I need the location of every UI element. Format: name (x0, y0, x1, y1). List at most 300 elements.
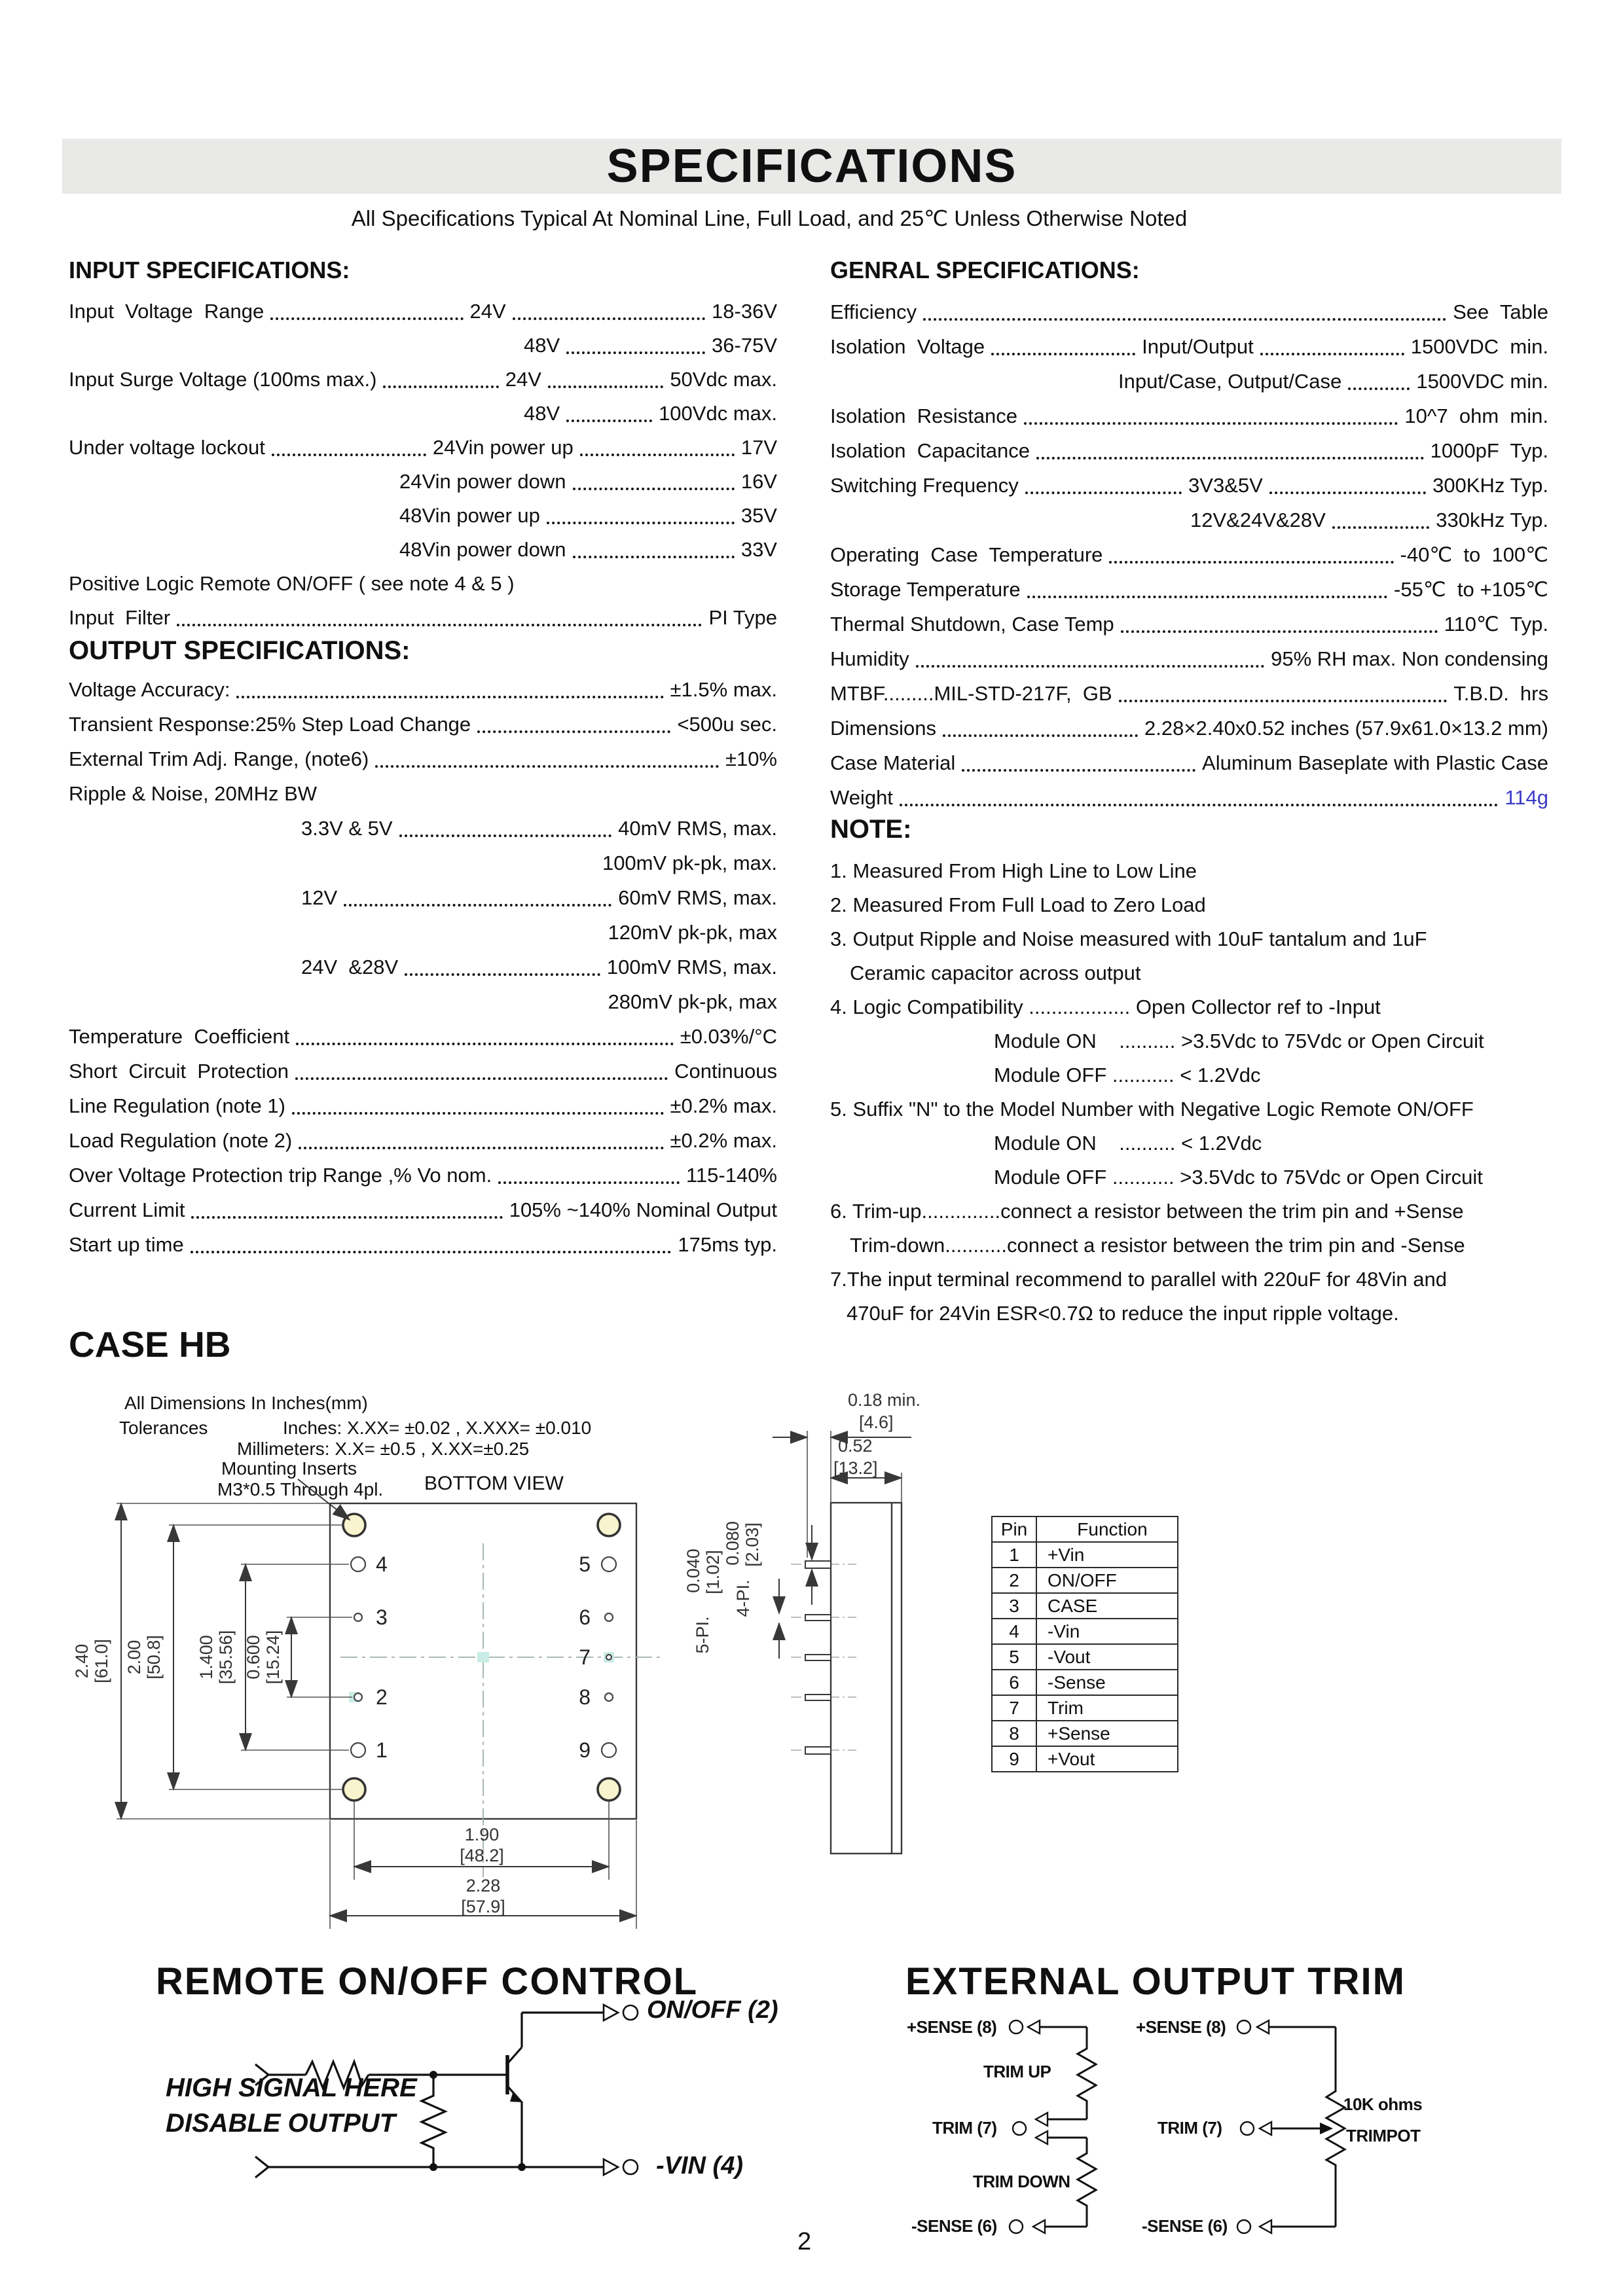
svg-text:[48.2]: [48.2] (460, 1846, 504, 1865)
spec-line (69, 1193, 777, 1227)
spec-text: ±0.2% max. (670, 1129, 777, 1152)
spec-line (69, 1019, 777, 1054)
dotted-leader (296, 1043, 674, 1045)
svg-text:[15.24]: [15.24] (263, 1630, 283, 1685)
dotted-leader (295, 1077, 668, 1080)
svg-text:0.040: 0.040 (684, 1549, 703, 1593)
trim-arrow-lower (1036, 2131, 1048, 2144)
spec-text: ±0.03%/°C (680, 1025, 777, 1048)
spec-text: ±10% (725, 747, 777, 770)
svg-text:5-PI.: 5-PI. (693, 1616, 712, 1654)
mounting-thread-label: M3*0.5 Through 4pl. (217, 1479, 384, 1499)
spec-line (830, 711, 1548, 745)
spec-line (830, 1092, 1550, 1126)
wiper-arrowhead (1320, 2123, 1333, 2134)
svg-text:1.90: 1.90 (464, 1825, 500, 1844)
nsense-pin-circle (1237, 2220, 1250, 2233)
spec-text: Dimensions (830, 717, 936, 740)
general-specs-heading: GENRAL SPECIFICATIONS: (830, 257, 1140, 283)
title-banner (62, 139, 1561, 194)
trim-title: EXTERNAL OUTPUT TRIM (905, 1960, 1406, 2003)
spec-text: Isolation Capacitance (830, 439, 1030, 462)
trim-down-resistor (1078, 2138, 1096, 2227)
pin-table-row (992, 1721, 1178, 1746)
spec-line (69, 950, 777, 984)
svg-text:[4.6]: [4.6] (859, 1412, 894, 1432)
psense-pin-circle (1010, 2020, 1023, 2034)
spec-text: -55℃ to +105℃ (1394, 578, 1548, 601)
spec-text: Efficiency (830, 300, 917, 323)
dotted-leader (943, 734, 1138, 737)
dotted-leader (962, 769, 1195, 772)
dotted-leader (1024, 422, 1398, 425)
spec-line (830, 503, 1548, 537)
trim-down-label: TRIM DOWN (973, 2172, 1070, 2191)
spec-line (830, 572, 1548, 607)
spec-text: 33V (740, 538, 777, 561)
psense-arrow-icon (1028, 2020, 1040, 2034)
pin-number-cell: 9 (992, 1746, 1036, 1772)
svg-text:[2.03]: [2.03] (742, 1522, 762, 1567)
onoff-arrow-icon (604, 2005, 618, 2020)
svg-text:4: 4 (376, 1552, 388, 1576)
spec-line (69, 1227, 777, 1262)
svg-text:7: 7 (579, 1645, 591, 1669)
spec-line (830, 1229, 1550, 1263)
spec-line (830, 780, 1548, 815)
pin-number-cell: 4 (992, 1619, 1036, 1644)
input-specs-heading: INPUT SPECIFICATIONS: (69, 257, 350, 283)
spec-text: PI Type (708, 606, 777, 629)
dotted-leader (1121, 630, 1438, 633)
spec-line (830, 1126, 1550, 1160)
svg-text:2: 2 (376, 1685, 388, 1709)
pin-number-cell: 3 (992, 1593, 1036, 1619)
spec-text: Input Voltage Range (69, 300, 264, 323)
vin-arrow-icon (604, 2159, 618, 2175)
svg-text:9: 9 (579, 1738, 591, 1762)
spec-line (69, 363, 777, 397)
spec-text: 48V (524, 334, 560, 357)
nsense-arrow-icon (1260, 2220, 1271, 2233)
spec-text: 24V (505, 368, 541, 391)
spec-text: 330kHz Typ. (1436, 509, 1548, 531)
spec-line (69, 984, 777, 1019)
spec-text: 1500VDC min. (1416, 370, 1548, 393)
trim-left-trim-label: TRIM (7) (932, 2118, 997, 2138)
dotted-leader (566, 420, 652, 422)
onoff-pin-circle (623, 2005, 638, 2020)
dotted-leader (177, 624, 702, 626)
spec-text: 470uF for 24Vin ESR<0.7Ω to reduce the input ripple voltage. (847, 1302, 1399, 1325)
spec-text: Current Limit (69, 1198, 185, 1221)
trim-up-label: TRIM UP (983, 2062, 1051, 2081)
spec-line (830, 1024, 1550, 1058)
general-specs-list (830, 295, 1548, 815)
output-specs-list (69, 672, 777, 1262)
spec-line (69, 533, 777, 567)
spec-line (69, 499, 777, 533)
spec-line (830, 607, 1548, 641)
vin-terminal-label: -VIN (4) (656, 2152, 743, 2179)
pin-function-cell: Function (1036, 1516, 1178, 1542)
spec-text: 7.The input terminal recommend to parallel with 220uF for 48Vin and (830, 1268, 1448, 1291)
case-profile (831, 1503, 902, 1854)
spec-text: 100mV RMS, max. (606, 956, 777, 978)
spec-text: 4. Logic Compatibility .................. Open Collector ref to -Input (830, 996, 1381, 1018)
spec-text: 1000pF Typ. (1430, 439, 1548, 462)
spec-line (830, 468, 1548, 503)
trimpot-label: TRIMPOT (1346, 2126, 1421, 2145)
pin-number-cell: 8 (992, 1721, 1036, 1746)
pin-table-row (992, 1746, 1178, 1772)
spec-text: 3.3V & 5V (301, 817, 393, 840)
dotted-leader (399, 834, 612, 837)
dotted-leader (923, 318, 1446, 321)
spec-line (69, 567, 777, 601)
trimpot-ohms-label: 10K ohms (1343, 2094, 1423, 2114)
svg-text:[35.56]: [35.56] (216, 1630, 236, 1685)
spec-text: Switching Frequency (830, 474, 1019, 497)
trim-arrow-upper (1036, 2113, 1048, 2126)
dotted-leader (191, 1216, 502, 1219)
tolerances-label: Tolerances (119, 1418, 208, 1438)
svg-text:1.400: 1.400 (196, 1635, 216, 1679)
spec-text: Line Regulation (note 1) (69, 1094, 285, 1117)
dotted-leader (299, 1147, 663, 1149)
svg-text:[50.8]: [50.8] (144, 1635, 164, 1679)
spec-text: Transient Response:25% Step Load Change (69, 713, 471, 736)
pin-table-row (992, 1695, 1178, 1721)
spec-line (830, 399, 1548, 433)
pin-table-row (992, 1619, 1178, 1644)
spec-text: Ceramic capacitor across output (850, 961, 1141, 984)
spec-text: 12V&24V&28V (1190, 509, 1326, 531)
pin-function-cell: CASE (1036, 1593, 1178, 1619)
highlight-marks (349, 1652, 614, 1702)
spec-line (69, 601, 777, 635)
spec-text: Module OFF ........... >3.5Vdc to 75Vdc or Open Circuit (994, 1166, 1483, 1189)
pins (805, 1561, 831, 1754)
dotted-leader (547, 522, 735, 524)
dotted-leader (573, 488, 735, 490)
pin-function-cell: +Sense (1036, 1721, 1178, 1746)
spec-line (830, 1160, 1550, 1194)
spec-text: 48V (524, 402, 560, 425)
svg-text:[57.9]: [57.9] (461, 1897, 505, 1916)
dimension-text (72, 1630, 505, 1916)
spec-text: 175ms typ. (678, 1233, 777, 1256)
spec-line (830, 922, 1550, 956)
dotted-leader (548, 386, 663, 388)
pin-table-row (992, 1568, 1178, 1593)
spec-text: Over Voltage Protection trip Range ,% Vo nom. (69, 1164, 492, 1187)
spec-line (69, 846, 777, 880)
spec-text: Module ON .......... < 1.2Vdc (994, 1132, 1262, 1155)
spec-line (830, 1194, 1550, 1229)
spec-line (69, 329, 777, 363)
bottom-view-drawing (65, 1466, 687, 1957)
pin-number-cell: 2 (992, 1568, 1036, 1593)
trim-resistor-circuit (1002, 2019, 1113, 2242)
trim-left-psense-label: +SENSE (8) (907, 2017, 997, 2037)
dotted-leader (270, 317, 463, 320)
spec-line (830, 537, 1548, 572)
svg-text:5: 5 (579, 1552, 591, 1576)
note-list (830, 854, 1550, 1331)
spec-line (830, 990, 1550, 1024)
spec-line (69, 465, 777, 499)
page-title: SPECIFICATIONS (606, 140, 1017, 192)
trim-pin-circle (1013, 2122, 1026, 2135)
mounting-inserts-label: Mounting Inserts (221, 1458, 357, 1479)
spec-text: 48Vin power down (399, 538, 566, 561)
dotted-leader (405, 973, 600, 976)
spec-text: External Trim Adj. Range, (note6) (69, 747, 369, 770)
spec-text: 12V (301, 886, 338, 909)
pin-function-cell: Trim (1036, 1695, 1178, 1721)
tolerances-mm: Millimeters: X.X= ±0.5 , X.XX=±0.25 (237, 1439, 530, 1459)
trim-pin-circle (1241, 2122, 1254, 2135)
spec-text: Storage Temperature (830, 578, 1021, 601)
pin-function-cell: ON/OFF (1036, 1568, 1178, 1593)
spec-text: Module OFF ........... < 1.2Vdc (994, 1064, 1261, 1086)
disable-output-label: DISABLE OUTPUT (166, 2109, 396, 2138)
spec-text: 110℃ Typ. (1444, 613, 1548, 636)
spec-text: See Table (1453, 300, 1548, 323)
spec-line (830, 433, 1548, 468)
spec-line (69, 672, 777, 707)
spec-text: Input Filter (69, 606, 171, 629)
spec-text: 10^7 ohm min. (1404, 404, 1548, 427)
dotted-leader (375, 765, 719, 768)
spec-line (830, 888, 1550, 922)
spec-text: Continuous (674, 1060, 777, 1083)
dotted-leader (236, 696, 663, 698)
dotted-leader (991, 353, 1135, 355)
spec-text: T.B.D. hrs (1453, 682, 1548, 705)
spec-line (830, 1263, 1550, 1297)
spec-line (830, 364, 1548, 399)
pin-number-cell: 7 (992, 1695, 1036, 1721)
pin-table-row (992, 1542, 1178, 1568)
svg-text:0.52: 0.52 (838, 1436, 873, 1456)
spec-line (830, 854, 1550, 888)
dotted-leader (900, 804, 1498, 806)
spec-text: Ripple & Noise, 20MHz BW (69, 782, 318, 805)
spec-text: -40℃ to 100℃ (1400, 543, 1548, 566)
spec-line (830, 1058, 1550, 1092)
spec-line (69, 811, 777, 846)
input-specs-list (69, 295, 777, 635)
svg-text:6: 6 (579, 1605, 591, 1629)
trim-right-nsense-label: -SENSE (6) (1142, 2216, 1228, 2236)
spec-text: 2. Measured From Full Load to Zero Load (830, 893, 1206, 916)
spec-text: 115-140% (685, 1164, 777, 1187)
spec-line (69, 1054, 777, 1088)
spec-text: 48Vin power up (399, 504, 540, 527)
dotted-leader (580, 454, 735, 456)
spec-line (69, 915, 777, 950)
remote-title: REMOTE ON/OFF CONTROL (156, 1960, 699, 2003)
spec-text: 105% ~140% Nominal Output (509, 1198, 777, 1221)
pin-table-row (992, 1670, 1178, 1695)
svg-text:8: 8 (579, 1685, 591, 1709)
spec-text: Humidity (830, 647, 909, 670)
spec-line (69, 397, 777, 431)
spec-text: 6. Trim-up..............connect a resistor between the trim pin and +Sense (830, 1200, 1464, 1223)
dotted-leader (566, 351, 705, 354)
svg-text:3: 3 (376, 1605, 388, 1629)
dotted-leader (1348, 387, 1410, 390)
dotted-leader (272, 454, 426, 456)
spec-text: Isolation Voltage (830, 335, 985, 358)
dotted-leader (1332, 526, 1429, 529)
svg-text:1: 1 (376, 1738, 388, 1762)
spec-text: 280mV pk-pk, max (608, 990, 777, 1013)
trim-up-resistor (1078, 2027, 1096, 2119)
svg-text:[13.2]: [13.2] (833, 1458, 878, 1478)
page-number: 2 (797, 2228, 812, 2255)
nsense-pin-circle (1010, 2220, 1023, 2233)
spec-text: 300KHz Typ. (1432, 474, 1548, 497)
dotted-leader (292, 1112, 664, 1115)
dotted-leader (191, 1251, 672, 1253)
spec-text: 24V &28V (301, 956, 399, 978)
svg-text:[1.02]: [1.02] (703, 1550, 723, 1594)
svg-text:0.600: 0.600 (244, 1635, 263, 1679)
spec-line (69, 295, 777, 329)
pin-function-cell: +Vin (1036, 1542, 1178, 1568)
spec-text: 35V (740, 504, 777, 527)
spec-text: Input/Case, Output/Case (1118, 370, 1342, 393)
pin-table-row (992, 1593, 1178, 1619)
spec-text: <500u sec. (677, 713, 777, 736)
spec-line (830, 329, 1548, 364)
svg-text:2.28: 2.28 (465, 1876, 501, 1895)
spec-line (830, 641, 1548, 676)
spec-text: 95% RH max. Non condensing (1271, 647, 1548, 670)
dotted-leader (573, 556, 735, 558)
spec-text: Trim-down...........connect a resistor between the trim pin and -Sense (850, 1234, 1465, 1257)
note-heading: NOTE: (830, 815, 912, 844)
spec-text: Input Surge Voltage (100ms max.) (69, 368, 377, 391)
spec-text: 24V (469, 300, 506, 323)
pin-table-header (992, 1516, 1178, 1542)
spec-text: 60mV RMS, max. (618, 886, 777, 909)
spec-text: 5. Suffix "N" to the Model Number with Negative Logic Remote ON/OFF (830, 1098, 1474, 1121)
spec-text: 17V (740, 436, 778, 459)
pin-function-cell: -Vout (1036, 1644, 1178, 1670)
spec-text: 1500VDC min. (1410, 335, 1548, 358)
spec-line (830, 1297, 1550, 1331)
psense-arrow-icon (1257, 2020, 1269, 2034)
spec-line (69, 880, 777, 915)
spec-line (69, 1088, 777, 1123)
psense-pin-circle (1237, 2020, 1250, 2034)
dotted-leader (383, 386, 498, 388)
side-view-drawing (681, 1368, 982, 1865)
spec-text: 40mV RMS, max. (618, 817, 777, 840)
dotted-leader (477, 730, 670, 733)
dotted-leader (916, 665, 1265, 668)
spec-text: 1. Measured From High Line to Low Line (830, 859, 1197, 882)
pin-function-cell: -Vin (1036, 1619, 1178, 1644)
dotted-leader (1109, 561, 1393, 564)
dotted-leader (498, 1181, 680, 1184)
dotted-leader (1025, 492, 1182, 494)
svg-text:4-PI.: 4-PI. (733, 1579, 753, 1617)
case-heading: CASE HB (69, 1324, 231, 1365)
tolerances-inches: Inches: X.XX= ±0.02 , X.XXX= ±0.010 (283, 1418, 592, 1438)
spec-line (69, 431, 777, 465)
onoff-terminal-label: ON/OFF (2) (647, 1996, 778, 2024)
spec-text: Under voltage lockout (69, 436, 265, 459)
spec-text: 16V (740, 470, 777, 493)
spec-text: Voltage Accuracy: (69, 678, 230, 701)
spec-text: 3. Output Ripple and Noise measured with 10uF tantalum and 1uF (830, 927, 1427, 950)
spec-text: Module ON .......... >3.5Vdc to 75Vdc or Open Circuit (994, 1030, 1484, 1052)
spec-text: Weight (830, 786, 893, 809)
pin-function-cell: +Vout (1036, 1746, 1178, 1772)
spec-text: Thermal Shutdown, Case Temp (830, 613, 1114, 636)
spec-line (69, 1158, 777, 1193)
svg-text:0.080: 0.080 (723, 1521, 742, 1566)
spec-text: 2.28×2.40x0.52 inches (57.9x61.0×13.2 mm) (1144, 717, 1548, 740)
dimensions-note: All Dimensions In Inches(mm) (124, 1393, 368, 1413)
spec-text: MTBF.........MIL-STD-217F, GB (830, 682, 1112, 705)
spec-line (830, 676, 1548, 711)
spec-text: Input/Output (1142, 335, 1254, 358)
spec-line (830, 745, 1548, 780)
svg-text:[61.0]: [61.0] (92, 1639, 111, 1683)
spec-text: Case Material (830, 751, 956, 774)
spec-line (830, 956, 1550, 990)
spec-line (830, 295, 1548, 329)
pin-number-cell: Pin (992, 1516, 1036, 1542)
pin-number-cell: 1 (992, 1542, 1036, 1568)
subtitle: All Specifications Typical At Nominal Line, Full Load, and 25℃ Unless Otherwise Noted (351, 206, 1188, 230)
dimension-text (684, 1390, 921, 1654)
pin-function-cell: -Sense (1036, 1670, 1178, 1695)
spec-text: 120mV pk-pk, max (608, 921, 777, 944)
vin-pin-circle (623, 2160, 638, 2174)
spec-text: Short Circuit Protection (69, 1060, 289, 1083)
spec-text: 100mV pk-pk, max. (602, 852, 777, 874)
pin-number-cell: 6 (992, 1670, 1036, 1695)
pin-function-table (991, 1516, 1178, 1772)
spec-text: ±1.5% max. (670, 678, 777, 701)
spec-text: Load Regulation (note 2) (69, 1129, 293, 1152)
nsense-arrow-icon (1033, 2220, 1045, 2233)
trim-right-trim-label: TRIM (7) (1158, 2118, 1222, 2138)
dotted-leader (1260, 353, 1404, 355)
spec-text: ±0.2% max. (670, 1094, 777, 1117)
dotted-leader (1036, 457, 1424, 459)
spec-line (69, 776, 777, 811)
centerlines (340, 1543, 663, 1877)
output-specs-heading: OUTPUT SPECIFICATIONS: (69, 636, 410, 665)
spec-text: 3V3&5V (1188, 474, 1263, 497)
spec-text: Operating Case Temperature (830, 543, 1103, 566)
dotted-leader (1027, 596, 1387, 598)
spec-text: Start up time (69, 1233, 184, 1256)
trim-right-psense-label: +SENSE (8) (1136, 2017, 1226, 2037)
input-terminal-bottom (255, 2157, 268, 2178)
high-signal-label: HIGH SIGNAL HERE (166, 2073, 417, 2102)
trim-arrow-icon (1260, 2122, 1271, 2135)
spec-text: 24Vin power up (432, 436, 574, 459)
